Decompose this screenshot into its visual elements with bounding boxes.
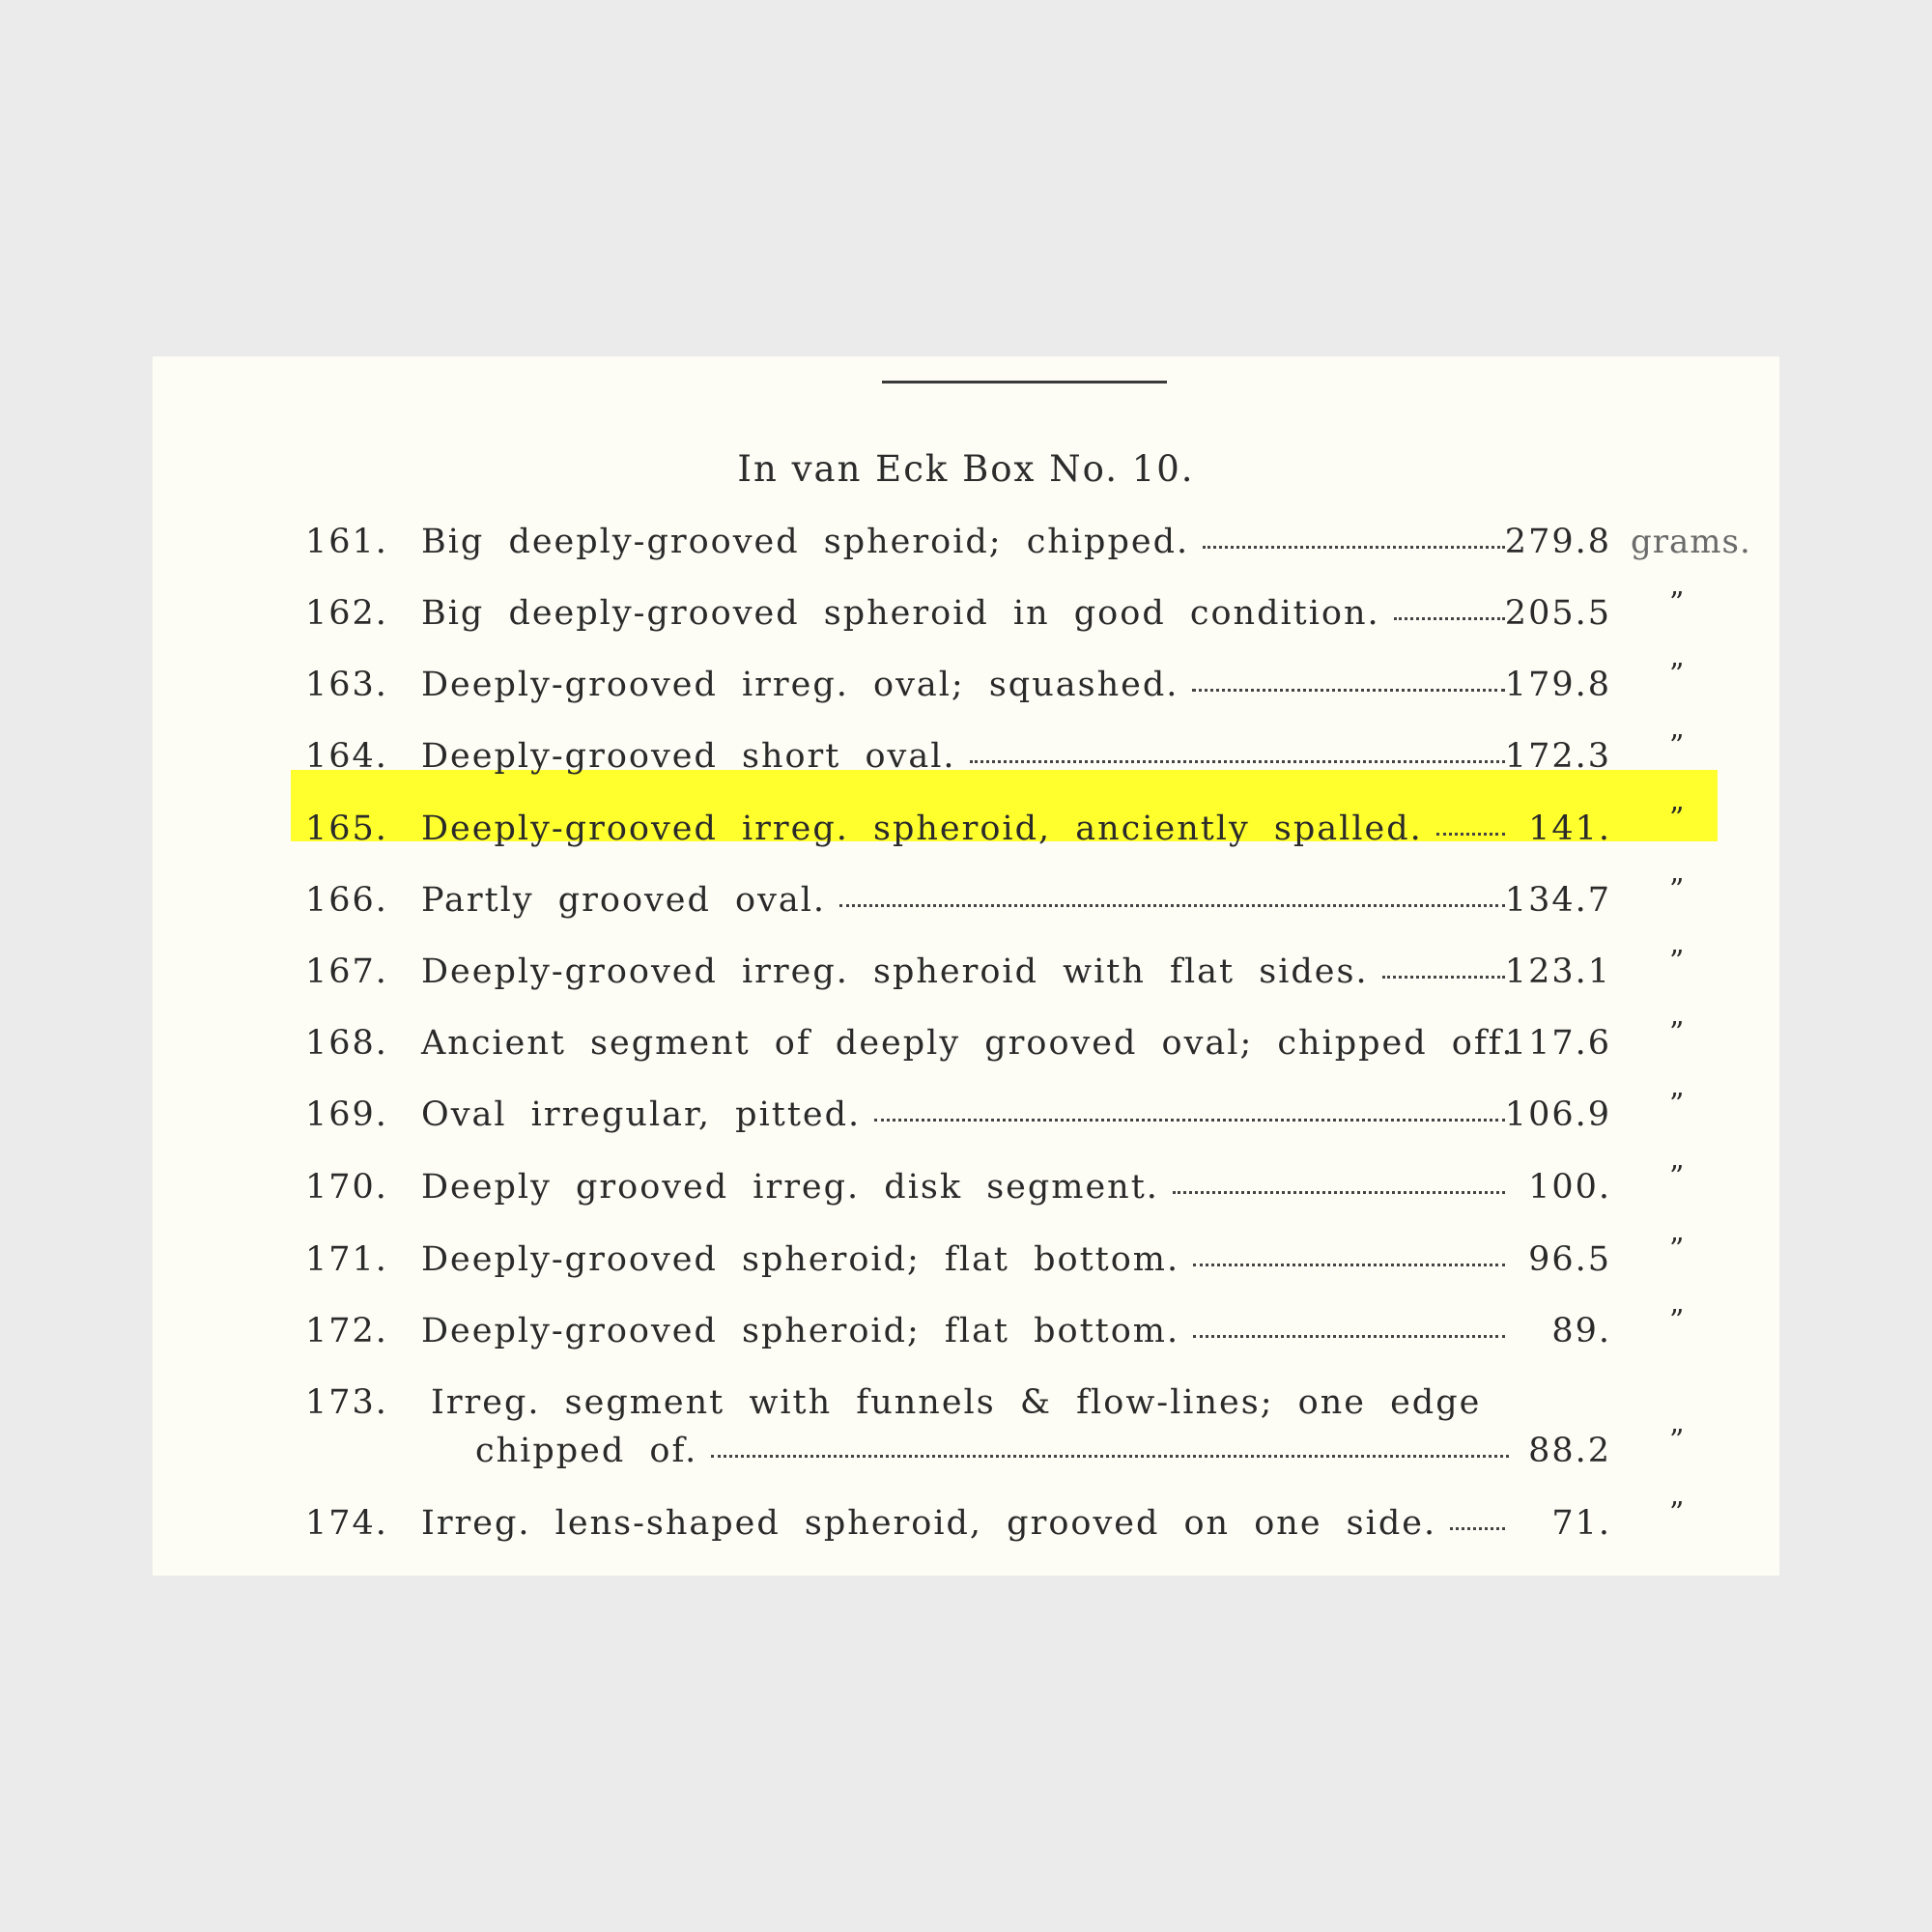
dot-leader: [970, 760, 1505, 763]
dot-leader: [1382, 976, 1505, 979]
entry-text: Big deeply-grooved spheroid; chipped.: [421, 523, 1190, 561]
entry-text: Deeply-grooved irreg. oval; squashed.: [421, 666, 1179, 704]
entry-text: Oval irregular, pitted.: [421, 1095, 862, 1134]
dot-leader: [1394, 617, 1505, 620]
entry-text: Deeply-grooved irreg. spheroid, anciently spalled.: [421, 810, 1423, 848]
section-heading: In van Eck Box No. 10.: [737, 448, 1195, 490]
entry-description: [421, 1504, 1505, 1543]
entry-number: 165.: [305, 810, 388, 848]
entry-number: 168.: [305, 1024, 388, 1063]
ditto-mark: ”: [1669, 1160, 1685, 1194]
entry-number: 174.: [305, 1504, 388, 1543]
entry-description: [421, 952, 1505, 991]
unit-label: grams.: [1631, 523, 1751, 561]
entry-weight: 100.: [1528, 1168, 1611, 1207]
entry-number: 161.: [305, 523, 388, 561]
entry-description: [421, 1312, 1505, 1350]
dot-leader: [1192, 689, 1505, 692]
ditto-mark: ”: [1669, 1424, 1685, 1458]
entry-number: 166.: [305, 881, 388, 920]
ditto-mark: ”: [1669, 729, 1685, 763]
ditto-mark: ”: [1669, 873, 1685, 907]
ditto-mark: ”: [1669, 1496, 1685, 1530]
entry-description: [421, 523, 1505, 561]
dot-leader: [839, 904, 1505, 907]
entry-weight: 141.: [1528, 810, 1611, 848]
ditto-mark: ”: [1669, 1233, 1685, 1266]
entry-text-line1: Irreg. segment with funnels & flow-lines; one edge: [431, 1383, 1482, 1422]
entry-description: [421, 1095, 1505, 1134]
ditto-mark: ”: [1669, 1304, 1685, 1338]
entry-weight: 179.8: [1504, 666, 1611, 704]
entry-number: 162.: [305, 594, 388, 633]
ditto-mark: ”: [1669, 1016, 1685, 1050]
entry-weight: 117.6: [1504, 1024, 1611, 1063]
entry-text: Partly grooved oval.: [421, 881, 827, 920]
entry-description: [421, 1024, 1515, 1063]
entry-weight: 89.: [1551, 1312, 1611, 1350]
entry-number: 164.: [305, 737, 388, 776]
entry-description-continued: [475, 1432, 1509, 1470]
entry-number: 163.: [305, 666, 388, 704]
ditto-mark: ”: [1669, 802, 1685, 836]
entry-number: 173.: [305, 1383, 388, 1422]
dot-leader: [711, 1455, 1509, 1458]
top-rule: [882, 381, 1167, 384]
entry-description: [421, 666, 1505, 704]
entry-text: Big deeply-grooved spheroid in good condition.: [421, 594, 1380, 633]
entry-weight: 106.9: [1504, 1095, 1611, 1134]
entry-description: [421, 1168, 1505, 1207]
entry-weight: 172.3: [1504, 737, 1611, 776]
dot-leader: [1193, 1335, 1505, 1338]
ditto-mark: ”: [1669, 1088, 1685, 1122]
dot-leader: [1193, 1264, 1505, 1266]
ditto-mark: ”: [1669, 658, 1685, 692]
entry-weight: 134.7: [1504, 881, 1611, 920]
entry-number: 169.: [305, 1095, 388, 1134]
dot-leader: [1203, 546, 1505, 549]
entry-weight: 71.: [1551, 1504, 1611, 1543]
dot-leader: [1450, 1527, 1505, 1530]
entry-text: Deeply-grooved irreg. spheroid with flat sides.: [421, 952, 1369, 991]
dot-leader: [874, 1119, 1505, 1122]
entry-number: 167.: [305, 952, 388, 991]
entry-number: 171.: [305, 1240, 388, 1279]
entry-description: [421, 594, 1505, 633]
entry-weight: 279.8: [1504, 523, 1611, 561]
ditto-mark: ”: [1669, 586, 1685, 620]
entry-description: [421, 737, 1505, 776]
entry-weight: 96.5: [1528, 1240, 1611, 1279]
entry-text: Ancient segment of deeply grooved oval; chipped off.: [421, 1024, 1515, 1063]
document-page: [153, 356, 1779, 1576]
dot-leader: [1173, 1191, 1505, 1194]
entry-weight: 205.5: [1504, 594, 1611, 633]
entry-description: [421, 1240, 1505, 1279]
entry-text: Deeply-grooved spheroid; flat bottom.: [421, 1240, 1180, 1279]
entry-text: Deeply-grooved short oval.: [421, 737, 956, 776]
dot-leader: [1436, 833, 1505, 836]
ditto-mark: ”: [1669, 945, 1685, 979]
entry-weight: 88.2: [1528, 1432, 1611, 1470]
entry-weight: 123.1: [1504, 952, 1611, 991]
entry-text: Irreg. lens-shaped spheroid, grooved on one side.: [421, 1504, 1437, 1543]
entry-number: 172.: [305, 1312, 388, 1350]
entry-text-line2: chipped of.: [475, 1432, 698, 1470]
entry-text: Deeply-grooved spheroid; flat bottom.: [421, 1312, 1180, 1350]
entry-description: [421, 810, 1505, 848]
entry-number: 170.: [305, 1168, 388, 1207]
entry-text: Deeply grooved irreg. disk segment.: [421, 1168, 1159, 1207]
entry-description: [421, 881, 1505, 920]
